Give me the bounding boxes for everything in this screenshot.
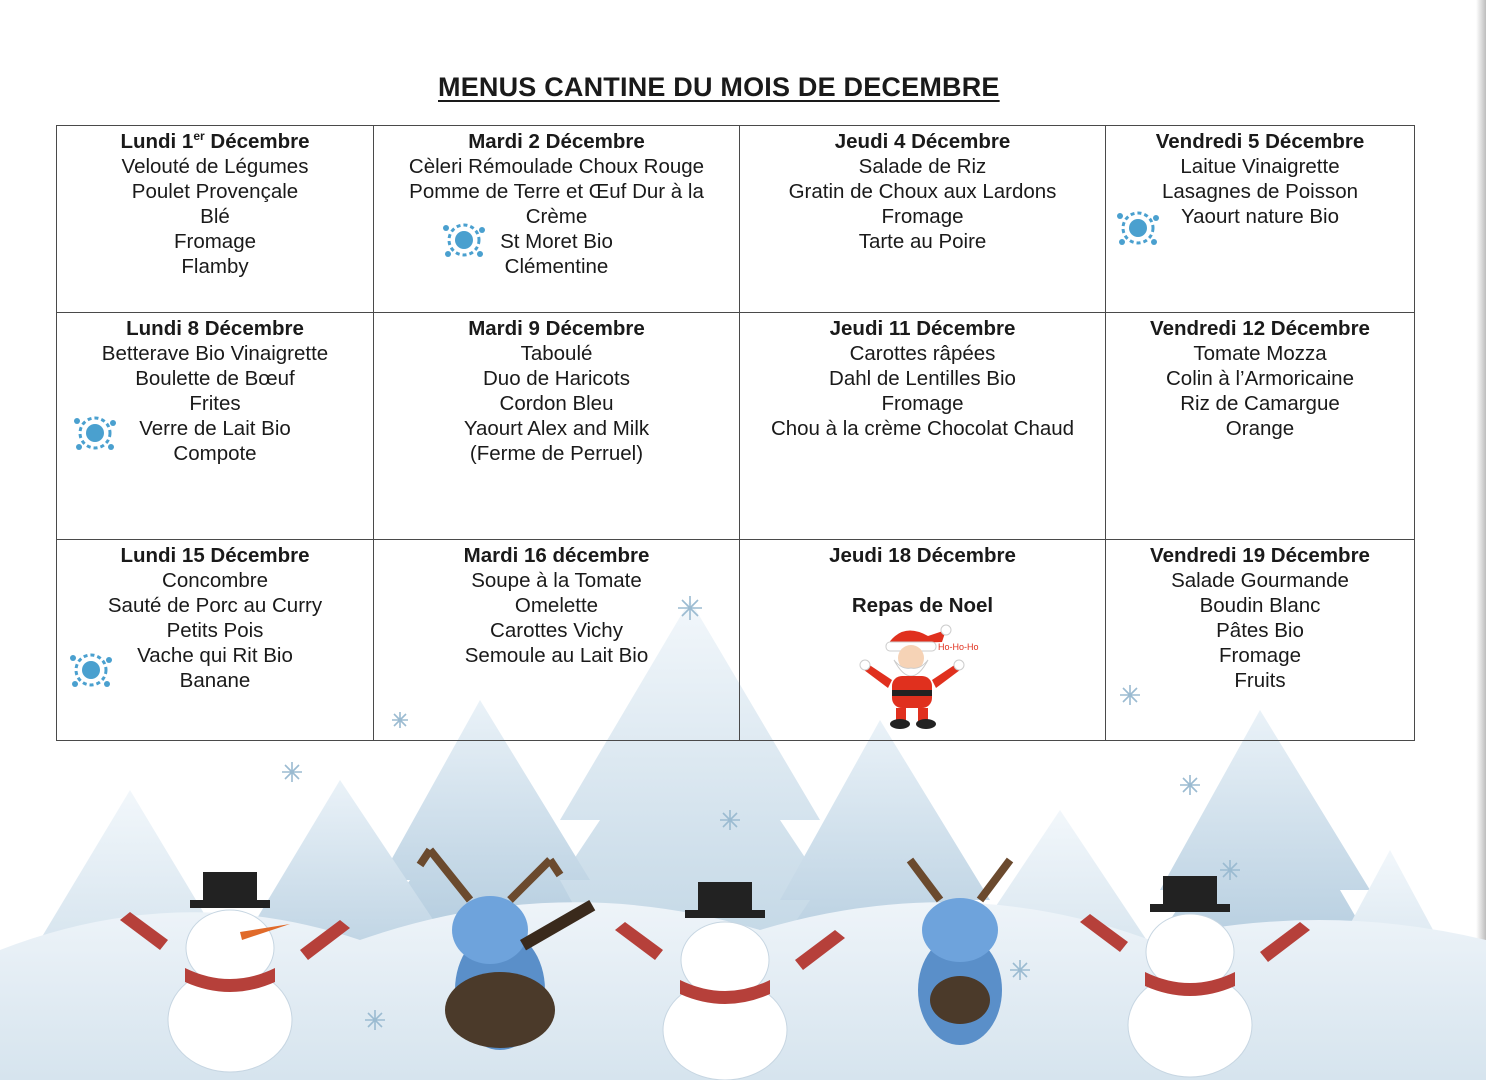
menu-item: Chou à la crème Chocolat Chaud	[770, 417, 1075, 440]
menu-item: Semoule au Lait Bio	[464, 644, 649, 667]
menu-item: Fromage	[173, 230, 257, 253]
menu-item: Dahl de Lentilles Bio	[829, 367, 1016, 390]
day-cell	[740, 313, 1106, 540]
menu-item: Carottes râpées	[849, 342, 996, 365]
day-heading: Vendredi 5 Décembre	[1155, 130, 1365, 153]
day-cell	[740, 540, 1106, 741]
week-row	[57, 540, 1415, 741]
menu-item: Vache qui Rit Bio	[137, 644, 293, 667]
menu-item: Carottes Vichy	[490, 619, 623, 642]
santa-illustration	[858, 624, 988, 730]
menu-item: Orange	[1225, 417, 1295, 440]
menu-item: Cèleri Rémoulade Choux Rouge	[408, 155, 705, 178]
menu-item: Lasagnes de Poisson	[1161, 180, 1359, 203]
menu-item: St Moret Bio	[500, 230, 613, 253]
school-milk-program-icon	[440, 216, 488, 264]
day-cell	[57, 126, 374, 313]
week-row	[57, 313, 1415, 540]
menu-item: Fromage	[881, 205, 964, 228]
menu-item: Riz de Camargue	[1180, 392, 1340, 415]
menu-item: Frites	[189, 392, 241, 415]
menu-item: Colin à l’Armoricaine	[1166, 367, 1354, 390]
day-heading: Jeudi 11 Décembre	[829, 317, 1016, 340]
day-cell	[1106, 313, 1415, 540]
menu-item: Verre de Lait Bio	[139, 417, 291, 440]
day-cell	[57, 313, 374, 540]
menu-item: Duo de Haricots	[483, 367, 630, 390]
menu-item: Fromage	[1218, 644, 1302, 667]
menu-item: Pâtes Bio	[1216, 619, 1304, 642]
santa-caption: Ho-Ho-Ho	[937, 642, 979, 652]
day-cell	[1106, 540, 1415, 741]
day-heading: Lundi 15 Décembre	[120, 544, 310, 567]
day-heading: Lundi 8 Décembre	[126, 317, 304, 340]
menu-item: Pomme de Terre et Œuf Dur à la Crème	[409, 180, 704, 228]
school-milk-program-icon	[1114, 204, 1162, 252]
menu-item: Velouté de Légumes	[121, 155, 309, 178]
menu-item: Clémentine	[504, 255, 609, 278]
menu-item: Taboulé	[520, 342, 593, 365]
menu-item: Boudin Blanc	[1199, 594, 1321, 617]
day-heading: Lundi 1er Décembre	[120, 129, 310, 153]
christmas-meal-label: Repas de Noel	[851, 594, 994, 617]
day-heading: Mardi 2 Décembre	[468, 130, 645, 153]
menu-item: Concombre	[162, 569, 268, 592]
day-heading: Mardi 9 Décembre	[468, 317, 645, 340]
menu-item: Salade de Riz	[858, 155, 987, 178]
menu-item: Laitue Vinaigrette	[1180, 155, 1340, 178]
menu-item: Salade Gourmande	[1171, 569, 1349, 592]
menu-item: Cordon Bleu	[499, 392, 614, 415]
day-heading: Jeudi 18 Décembre	[829, 544, 1016, 567]
menu-item: Boulette de Bœuf	[135, 367, 295, 390]
day-cell	[374, 540, 740, 741]
menu-item: Yaourt Alex and Milk	[463, 417, 650, 440]
page-title: MENUS CANTINE DU MOIS DE DECEMBRE	[438, 72, 1000, 102]
day-cell	[1106, 126, 1415, 313]
school-milk-program-icon	[67, 646, 115, 694]
day-heading: Mardi 16 décembre	[463, 544, 650, 567]
day-cell	[374, 313, 740, 540]
menu-item: Tarte au Poire	[858, 230, 987, 253]
menu-item: Fromage	[881, 392, 964, 415]
menu-item: Betterave Bio Vinaigrette	[101, 342, 329, 365]
menu-item: Poulet Provençale	[131, 180, 299, 203]
day-heading: Vendredi 12 Décembre	[1150, 317, 1370, 340]
week-row	[57, 126, 1415, 313]
menu-table	[56, 125, 1415, 741]
menu-item: Gratin de Choux aux Lardons	[788, 180, 1057, 203]
day-cell	[374, 126, 740, 313]
school-milk-program-icon	[71, 409, 119, 457]
menu-item: Yaourt nature Bio	[1180, 205, 1340, 228]
menu-item: Petits Pois	[166, 619, 264, 642]
menu-item: Sauté de Porc au Curry	[107, 594, 323, 617]
santa-icon	[858, 624, 988, 730]
menu-item: Compote	[173, 442, 257, 465]
menu-item: Banane	[179, 669, 251, 692]
menu-item: Omelette	[514, 594, 599, 617]
menu-item: Blé	[200, 205, 230, 228]
spacer	[746, 568, 1099, 593]
menu-item: Tomate Mozza	[1193, 342, 1327, 365]
menu-item: (Ferme de Perruel)	[469, 442, 644, 465]
day-heading: Vendredi 19 Décembre	[1150, 544, 1370, 567]
menu-item: Soupe à la Tomate	[471, 569, 642, 592]
day-cell	[740, 126, 1106, 313]
day-heading: Jeudi 4 Décembre	[834, 130, 1011, 153]
menu-item: Flamby	[181, 255, 249, 278]
menu-item: Fruits	[1234, 669, 1286, 692]
day-cell	[57, 540, 374, 741]
